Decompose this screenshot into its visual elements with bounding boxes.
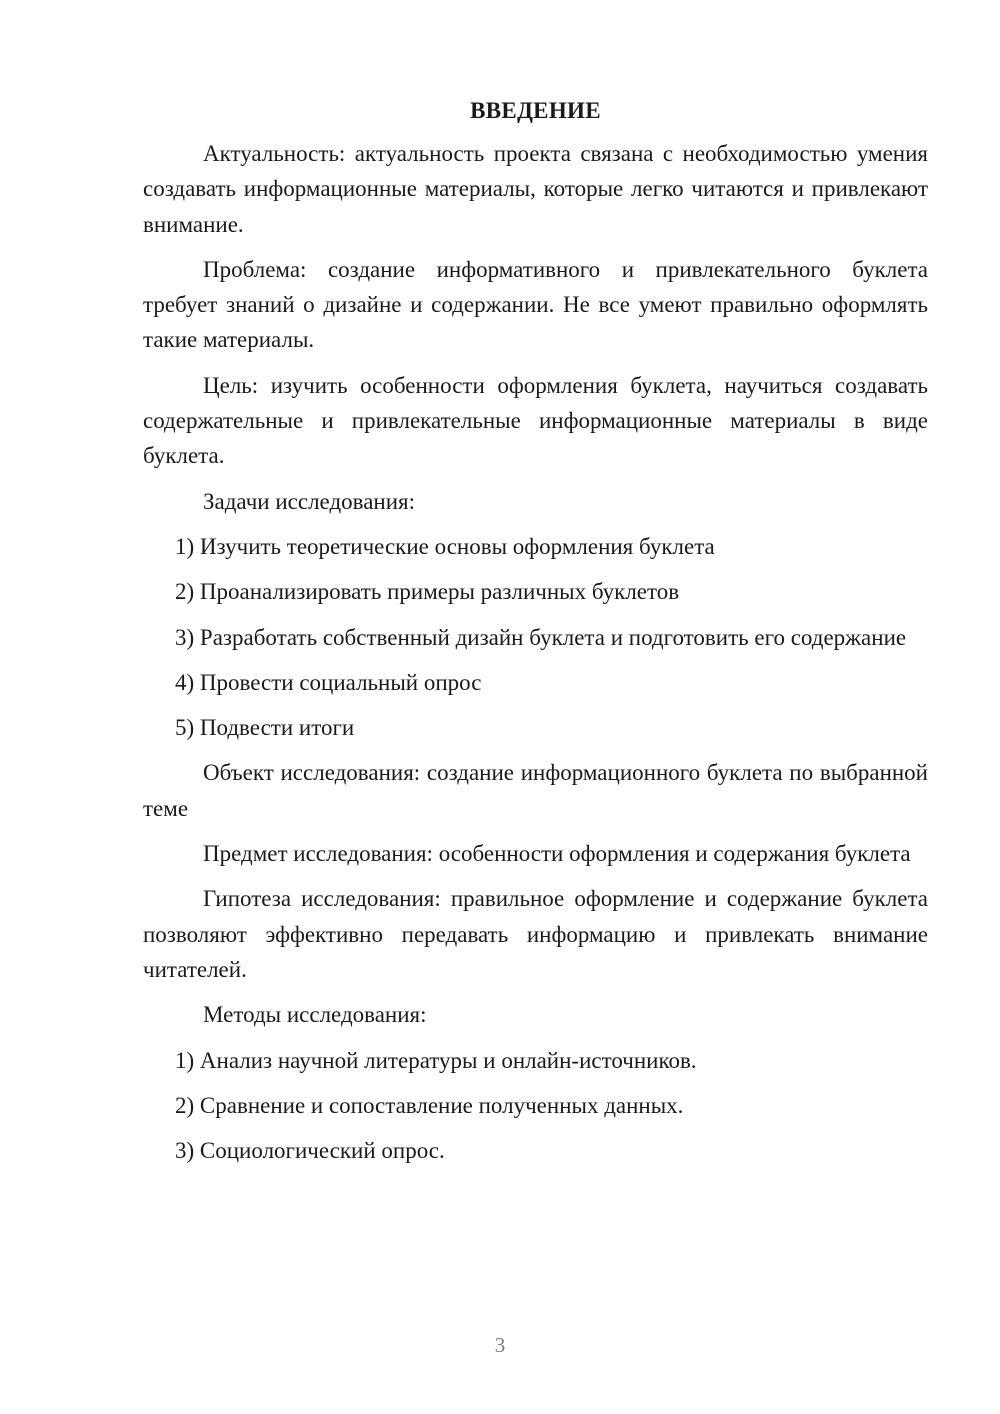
method-item: 2) Сравнение и сопоставление полученных данных. <box>175 1092 684 1118</box>
task-item: 2) Проанализировать примеры различных буклетов <box>175 579 680 605</box>
relevance-paragraph: Актуальность: актуальность проекта связана с необходимостью умения создавать информационные материалы, которые легко читаются и привлекают внимание. <box>143 141 928 237</box>
method-item: 1) Анализ научной литературы и онлайн-источников. <box>175 1047 697 1073</box>
page-number: 3 <box>494 1333 506 1357</box>
task-item: 5) Подвести итоги <box>175 715 355 741</box>
methods-heading: Методы исследования: <box>203 1002 427 1028</box>
section-title: ВВЕДЕНИЕ <box>470 98 601 123</box>
task-item: 4) Провести социальный опрос <box>175 669 482 695</box>
object-paragraph: Объект исследования: создание информационного буклета по выбранной теме <box>143 760 928 821</box>
subject-paragraph: Предмет исследования: особенности оформления и содержания буклета <box>203 841 911 867</box>
tasks-heading: Задачи исследования: <box>203 488 416 514</box>
hypothesis-paragraph: Гипотеза исследования: правильное оформление и содержание буклета позволяют эффективно передавать информацию и привлекать внимание читателей. <box>143 886 928 982</box>
method-item: 3) Социологический опрос. <box>175 1138 445 1164</box>
task-item: 1) Изучить теоретические основы оформления буклета <box>175 533 715 559</box>
page-content <box>143 93 928 1178</box>
goal-paragraph: Цель: изучить особенности оформления буклета, научиться создавать содержательные и привлекательные информационные материалы в виде буклета. <box>143 372 928 469</box>
problem-paragraph: Проблема: создание информативного и привлекательного буклета требует знаний о дизайне и содержании. Не все умеют правильно оформлять такие материалы. <box>143 256 928 353</box>
task-item: 3) Разработать собственный дизайн буклета и подготовить его содержание <box>175 624 907 650</box>
